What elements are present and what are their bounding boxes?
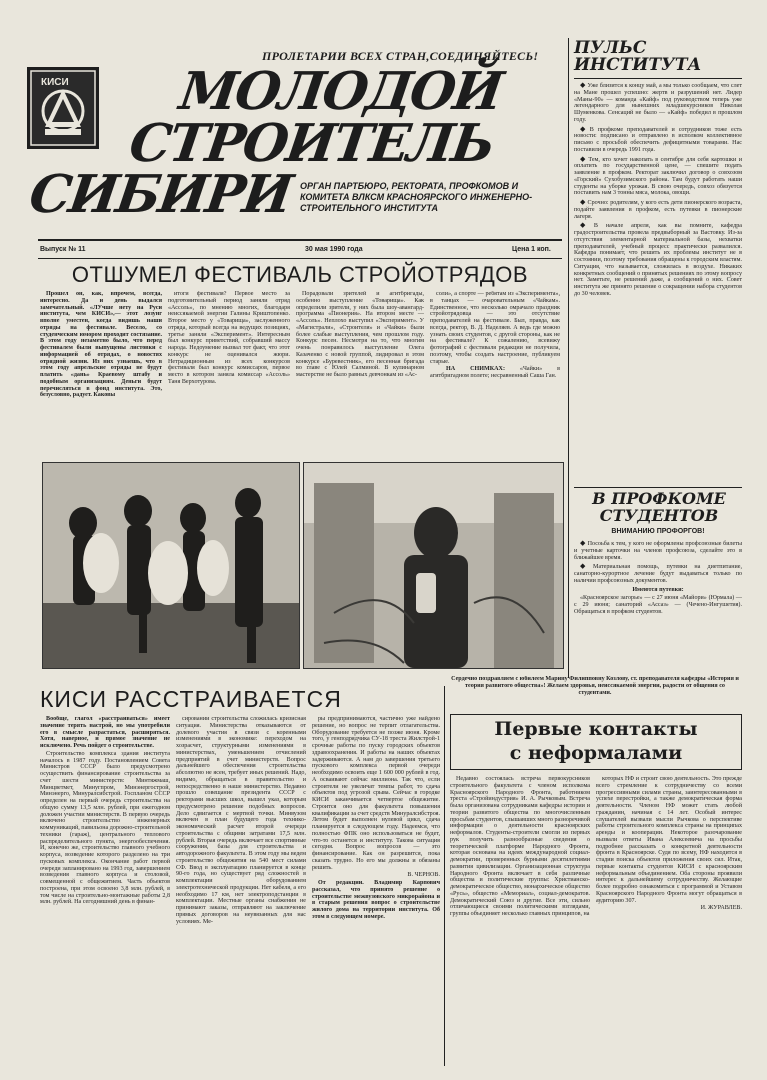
kisi-lead: Вообще, глагол «расстраиваться» имеет значение терять настрой, но мы употребили его в смысле разрастаться, расширяться. Хотя, наверное, и прямое значение не исключено. Речь пойдет о строительстве. [40, 716, 170, 749]
issue-price: Цена 1 коп. [512, 246, 551, 253]
pulse-item: ◆ В начале апреля, как вы помните, кафедра градостроительства провела предвыборный за Вастовку. Из-за отсутствия элементарной материальной базы, нехватки преподавателей, учебный процесс практически развалился. Кафедра понимает, что решить их проблемы институт не в состоянии, поэтому требования обращены к городским властям. Ситуация, что называется, сложилась в воздухе. Никаких конкретных сообщений о принятых решениях по этому вопросу нет. Заметьте, не решений даже, а сообщений о них. Совет института же принято решение о сокращении набора студентов до 30 человек. [574, 221, 742, 297]
masthead-rule-top [38, 239, 562, 241]
congratulations [450, 676, 740, 712]
column-divider [568, 38, 569, 678]
profkom-title: В ПРОФКОМЕ СТУДЕНТОВ [592, 489, 726, 525]
dancers-photo-image [43, 463, 299, 668]
singer-photo-image [304, 463, 563, 668]
profkom-list [574, 540, 742, 680]
photo-dancers [42, 462, 300, 669]
contacts-headline-line2: с неформалами [509, 742, 683, 764]
issue-number: Выпуск № 11 [40, 246, 86, 253]
profkom-item: ◆ Посоьба к тем, у кого не оформлены профсоюзные билеты и учетные карточки на членов профсоюза, сделайте это в ближайшее время. [574, 540, 742, 561]
kisi-column-2 [176, 716, 306, 1066]
congrats-text: Сердечно поздравляем с юбилеем Марину Филипповну Козлову, ст. преподавателя кафедры «История и теория развитого общества»! Желаем здоровья, неиссякаемой энергии, радости от общения со студентами. [451, 676, 739, 696]
kisi-column-3 [312, 716, 440, 1066]
logo-text: КИСИ [41, 77, 69, 88]
title-line-3: СИБИРИ [25, 164, 295, 225]
contacts-headline-line1: Первые контакты [494, 718, 698, 740]
editor-note: Владимир Карпович рассказал, что принято решение о строительстве межвузовского микрорайона и в старым решения вопрос о строительстве жилого дома на территории института. Об этом в следующем номере. [312, 880, 440, 920]
pulse-title: ПУЛЬС ИНСТИТУТА [574, 38, 702, 75]
title-line-1: МОЛОДОЙ [175, 61, 506, 122]
contacts-headline [450, 714, 742, 770]
pulse-item: ◆ Уже близится к концу май, а мы только сообщаем, что слет на Мане прошел успешно: жертв и разрушений нет. Лидер «Маны-90» — команда «Кайф» под руководством теперь уже легендарного для нынешних младшекурсников Николая Шуменкова. Сенсаций не было — «Кайф» победил в прошлом году. [574, 82, 742, 123]
festival-text-1: Прошел он, как, впрочем, всегда, интересно. Да и день выдался замечательный. «ЛУчше нету на Руси института, чем КИСИ»,— этот лозунг вполне уместен, когда видишь наши отряды на фестивале. Весело, со студенческим юмором проходит состязание. В этом году незаметно было, что перед фестивалем были выпущены листовки с информацией об отрядах, о новостях отрядной жизни. Из них узнаешь, что в этом году апрельские отряды не будут платить «дань» Краевому штабу и подобным организациям. Деньги будут перечисляться в фонд института. Это, безусловно, радует. Каковы [40, 291, 162, 399]
pulse-item: ◆ В профкоме преподавателей и сотрудников тоже есть новости: подписано и отправлено в исполком коллективное письмо с просьбой обеспечить дефицитными товарами. Нас поставили в очередь 1991 года. [574, 124, 742, 153]
kisi-text-2: сировании строительства сложилась кризисная ситуация. Министерства отказываются от долевого участия в связи с коренными изменениями в экономике: переходом на хозрасчет, структурными изменениями в министерствах, уменьшением отчислений предприятий в счет министерств. Вопрос дальнейшего обеспечения строительства абсолютно не ясен, требует иных решений. Надо, видимо, обращаться в правительство и непосредственно в наше министерство. Недавно прошло совещание президента СССР с ректорами высших школ, вышел указ, которым предусмотрено решение подобных вопросов. Дело сдвигается с мертвой точки. Минвузом включен в план будущего года технико-экономический расчет второй очереди строительства с общими затратами 17,5 млн. рублей. Вторая очередь включает все спортивные сооружения, базы для строительства и автодорожного факультета. В этом году мы ведем строительство общежития на 540 мест силами СФ. Ввод в эксплуатацию планируется в конце 90-го года, но существует ряд сложностей в комплектации оборудованием электротехнической продукции. Нет кабеля, а его необходимо 17 км, нет электроподстанции в комплектации. Местные органы снабжения не принимают заказы, отправляют на заключение прямых договоров на неувязанных для нас условиях. Ме- [176, 716, 306, 925]
issue-date: 30 мая 1990 года [305, 246, 363, 253]
pulse-item: ◆ Срочно: родителям, у кого есть дети пионерского возраста, подайте заявления в профком, есть путевки в пионерские лагеря. [574, 198, 742, 220]
festival-column-1 [40, 291, 162, 459]
festival-column-3 [296, 291, 424, 459]
caption-lead: НА СНИМКАХ: [446, 366, 505, 373]
masthead-rule-bottom [38, 258, 562, 259]
pulse-title-rule [574, 78, 742, 79]
photo-caption: «Чайки» в агитбригадном полете; несравненный Саша Ган. [430, 366, 560, 379]
profkom-rule [574, 487, 742, 488]
vouchers-text: «Красноярское загорье» — с 27 июня «Майори» (Юрмала) — с 29 июня; санаторий «Ассаз» — (Чечено-Ингушетия). Обращаться в профком студентов. [574, 595, 742, 615]
pulse-item: ◆ Тем, кто хочет накопать в сентябре для себя картошки и оплатить по государственной цене, — спешите подать заявление в профком. Ректорат заключил договор о совхозом «Горский» Сухобузимского района. Там будут работать наши студенты на уборке урожая. В свою очередь, совхоз обязуется поставить нам 3 тонны мяса, молока, овощи. [574, 154, 742, 197]
slogan: ПРОЛЕТАРИИ ВСЕХ СТРАН,СОЕДИНЯЙТЕСЬ! [262, 49, 539, 63]
kisi-headline: КИСИ РАССТРАИВАЕТСЯ [40, 686, 342, 712]
kisi-author: В. ЧЕРНОВ. [407, 872, 440, 879]
contacts-text-1: Недавно состоялась встреча первокурсников строительного факультета с членом исполкома Красноярского Народного Фронта, работником треста «Стройиндустрия» И. А. Рычковым. Встреча была организована сотрудниками кафедры истории и теории развитого общества по многочисленным просьбам студентов, слышавших много разноречивой информации о деятельности красноярских неформалов. Студенты-строители смогли из первых рук получить разнообразные сведения о теоретической платформе Народного Фронта, которая основана на идеях международной социал-демократии, проверенных бурными десятилетиями развития цивилизации. Организационная структура Народного Фронта включает в себя различные общества и политические группы: Христианско-демократическое общество, монархическое общество «Русь», общество «Мемориал», социал-демократов. Демократический Союз и другие. Все эти, сильно отличающиеся своими политическими взглядами, группы объединяет несколько главных принципов, на [450, 776, 590, 917]
editor-note-lead: От редакции. [318, 880, 364, 886]
kisi-text-3: ры предпринимаются, частично уже найдено решение, но вопрос не терпит отлагательства. Оборудование требуется не позже июня. Кроме того, у генподрядчика СУ-18 треста Жилстрой-1 срочные работы по пуску городских объектов здравоохранения. И работы на наших объектах задерживаются. А нам до завершения третьего пускового комплекса первой очереди необходимо освоить еще 1 600 000 рублей в год. А осваивают сейчас миллиона. Так что, если строители не увеличат темпы работ, то сдача объектов под угрозой срыва. Сейчас в городке КИСИ заканчивается четвертое общежитие. Строится оно для факультета повышения квалификации за счет средств Минуралсибстроя. Летом будет выполнен нулевой цикл, сдача планируется в следующем году. Надеемся, что полностью ФПК оно использоваться не будет, что-то останется и институту. Такова ситуация сегодня. Вопрос вопросов — это финансирование. Как он разрешится, пока сказать трудно. Но его мы должны и обязаны решить. [312, 716, 440, 871]
festival-column-2 [168, 291, 290, 459]
kisi-divider [444, 686, 445, 1066]
vouchers-title: Имеются путевки: [632, 586, 684, 593]
kisi-column-1 [40, 716, 170, 1066]
festival-text-2: итоги фестиваля? Первое место за подготовительный период заняли отряд «Ассоль», по мнению многих, благодаря неиссякаемой энергии Галины Криштопенко. Второе место у «Товарища», заслуженного отряда, который всегда на ведущих позициях, третье заняли «Эксперимент». Интересным был конкурс приветствий, собравший массу народа. Недоумение вызвал тот факт, что этот конкурс не оценивался жюри. Нетрадиционным из всех конкурсов фестиваля был конкурс комиссаров, первое место в котором заняла комиссар «Ассоль» Таня Верхотурова. [168, 291, 290, 385]
festival-headline: ОТШУМЕЛ ФЕСТИВАЛЬ СТРОЙОТРЯДОВ [71, 262, 529, 287]
profkom-item: ◆ Материальная помощь, путевки на диетпитание, санаторно-курортное лечение будут выдаваться только по наличии профсоюзных документов. [574, 562, 742, 584]
kisi-text-1: Строительство комплекса здания института началось в 1987 году. Постановлением Совета Министров СССР было предусмотрено осуществить финансирование строительства за счет шести министерств: Минтяжмаш, Минцветмет, Минугпром, Минэнергострой, Минэнерго, Минуралсибстрой. Госпланом СССР определен на первый очередь строительства на общую сумму 13,5 млн. рублей, при ежегодном доложен участии министерств. В первую очередь включено строительство инженерных коммуникаций, павильона дорожно-строительной техники (гараж), центрального теплового распределительного пункта, энергообеспечения. И, конечно же, строительство главного учебного корпуса, возведение которого разделено на три пусковых комплекса. Окончание работ первой очереди запланировано на 1993 год, завершением возведения главного корпуса и столовой, совмещенной с общежитием. Часть объектов построена, при этом освоено 3,8 млн. рублей, в том числе на строительно-монтажные работы 2,8 млн. рублей. На сегодняшний день в финан- [40, 750, 170, 906]
photo-singer [303, 462, 564, 669]
profkom-subtitle: ВНИМАНИЮ ПРОФОРГОВ! [611, 528, 705, 535]
pulse-list [574, 82, 742, 484]
contacts-column-2 [596, 776, 742, 1066]
contacts-text-2: которых НФ и строит свою деятельность. Это прежде всего стремление к сотрудничеству со всеми прогрессивными силами страны, заинтересованными в успехе перестройки, а также демократическая форма деятельности. Членом НФ может стать любой гражданин, начиная с 14 лет. Особый интерес слушателей вызвали мысли Рычкова о перспективе работы строительного комплекса страны на принципах аренды и кооперации. Некоторое разочарование вызвали ответы Ивана Алексеевича на просьбы подробнее рассказать о конкретной деятельности фронта в Красноярске. Судя по всему, НФ находится в стадии поиска объектов приложения своих сил. Итак, первые контакты студентов КИСИ с красноярским неформальным объединением. Оба стороны проявили интерес к дальнейшему сотрудничеству. Желающие более подробно ознакомиться с программой и Уставом Красноярского Народного Фронта могут обращаться в аудиторию 307. [596, 776, 742, 904]
masthead-subtitle: ОРГАН ПАРТБЮРО, РЕКТОРАТА, ПРОФКОМОВ И КОМИТЕТА ВЛКСМ КРАСНОЯРСКОГО ИНЖЕНЕРНО-СТРОИТЕЛЬНОГО ИНСТИТУТА [300, 181, 533, 213]
contacts-author: И. ЖУРАВЛЕВ. [700, 905, 742, 912]
festival-text-3: Порадовали зрителей и агитбригады, особенно выступление «Товарища». Как определили зрители, у них была шоу-авангард-программа «Пионерия». На втором месте — «Ассоль». Неплохо выступил «Эксперимент». У «Магистрали», «Строителя» и «Чайки» были более слабые выступления, чем прошлом году. Конкурс песен. Несмотря на то, что многим очень понравилось выступление Олега Казаченко с новой группой, лидировал в этом конкурсе «Буревестник», его песенная бригада во главе с Юлей Салминой. В кулинарном мастерстве не было равных девчонкам из «Ас- [296, 291, 424, 378]
title-line-2: СТРОИТЕЛЬ [125, 113, 498, 174]
festival-column-4 [430, 291, 560, 459]
festival-text-4: соли», а спорте — ребятам из «Эксперимента», в танцах — очаровательным «Чайкам». Единственное, что несколько омрачало праздник стройотрядовца — это отсутствие преподавателей на фестивале. Был, правда, как всегда, ректор, В. Д. Наделяев. А ведь где можно узнать своих студентов, с другой стороны, как не на фестивале? К сожалению, всевижу фотографий с фестиваля редакции не получила, поэтому, чтобы создать настроение, публикуем старые. [430, 291, 560, 365]
contacts-column-1 [450, 776, 590, 1066]
